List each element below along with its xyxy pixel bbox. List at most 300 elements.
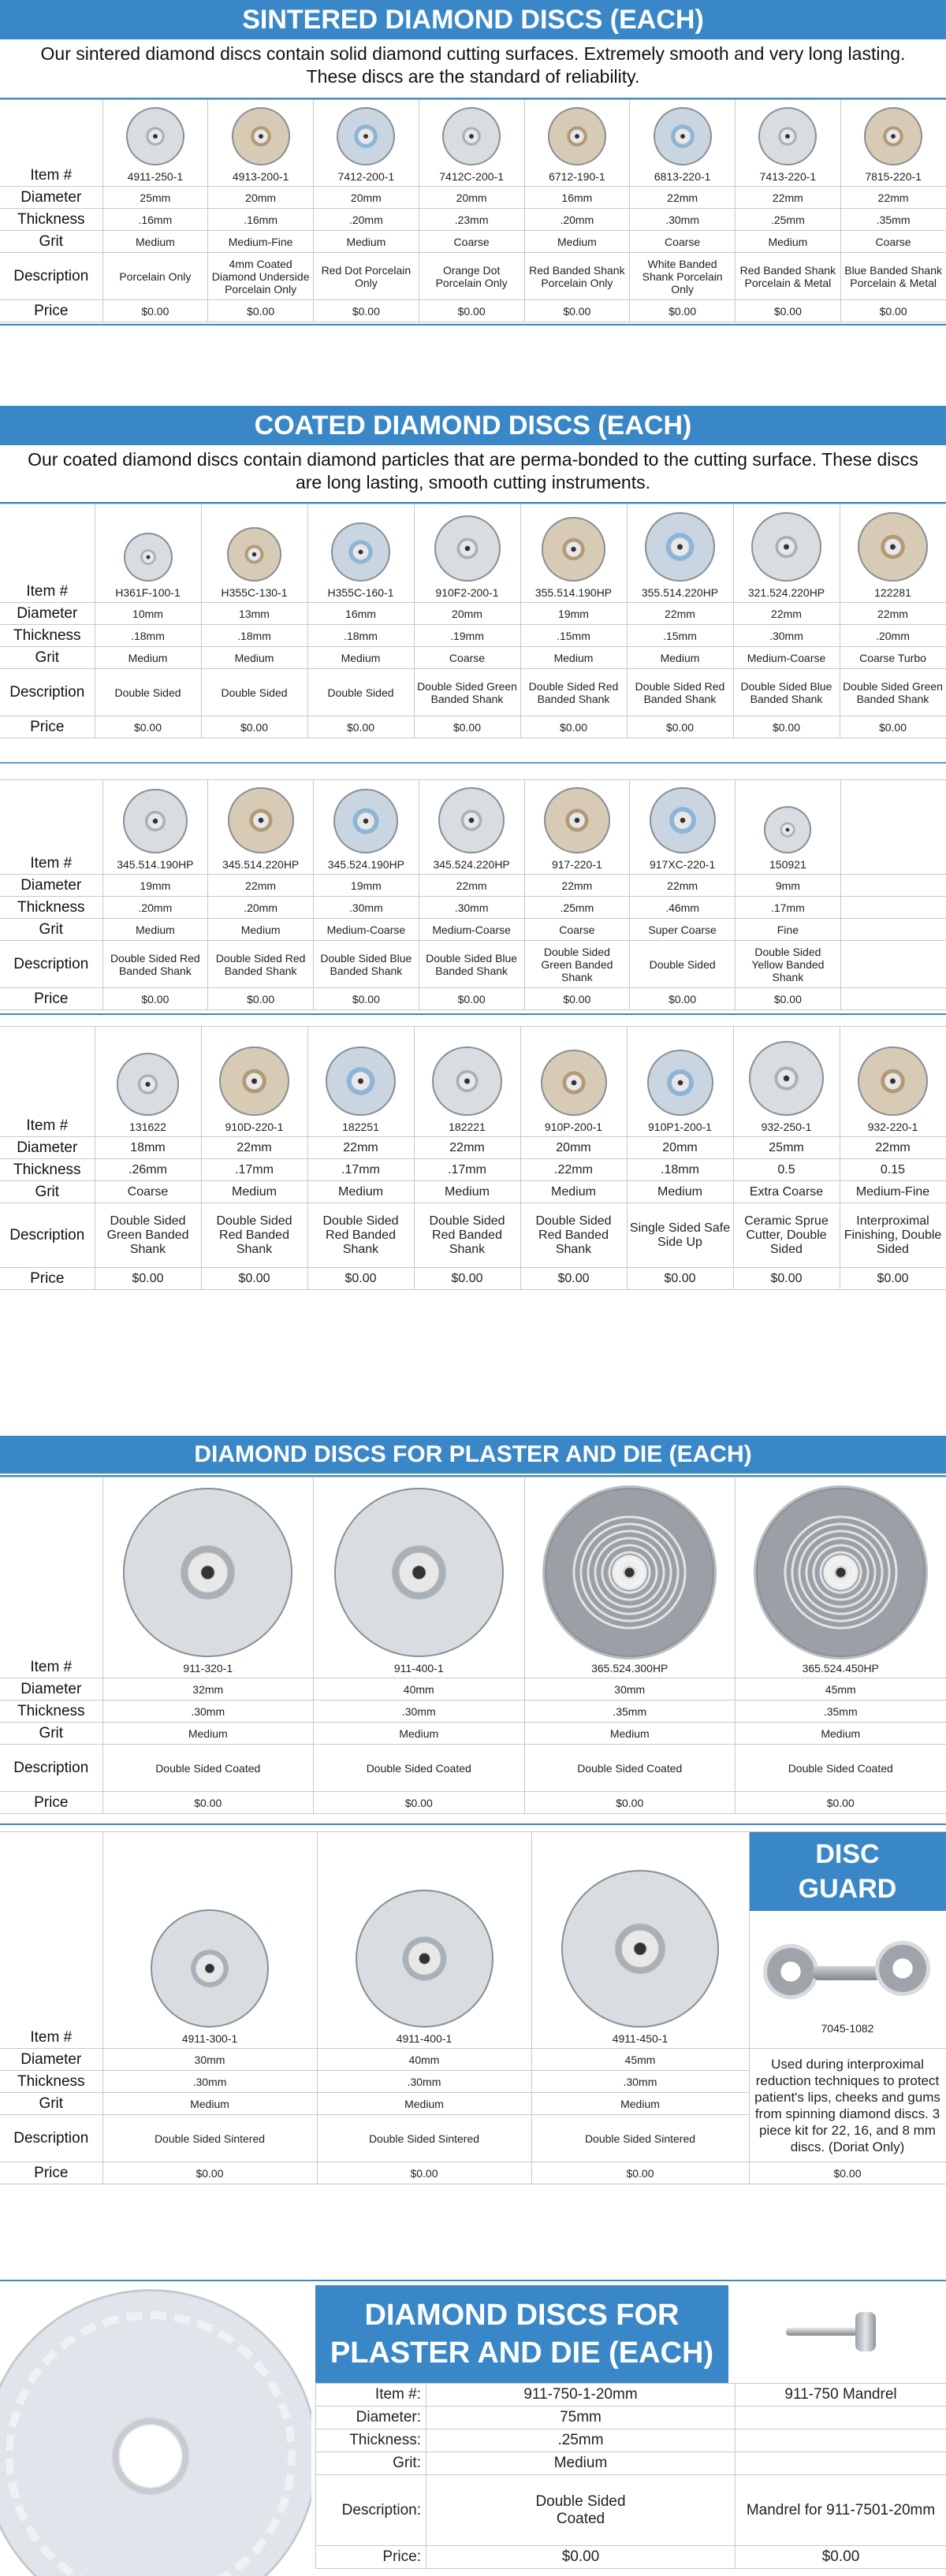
cell-diameter: 19mm	[314, 875, 419, 897]
row-label: Diameter	[0, 1137, 95, 1159]
table-row	[0, 209, 946, 231]
cell-grit: Medium	[627, 1181, 733, 1203]
cell-diameter: 16mm	[307, 603, 414, 625]
disc-icon	[654, 107, 712, 165]
product-cell	[208, 100, 314, 187]
row-label: Item #	[0, 1478, 102, 1678]
row-label: Description	[0, 669, 95, 716]
table-row	[0, 1745, 946, 1792]
cell-price: $0.00	[630, 988, 736, 1010]
cell-grit: Medium	[414, 1181, 520, 1203]
cell-thickness: .30mm	[314, 1701, 525, 1723]
item-number: 917-220-1	[551, 858, 602, 871]
cell-diameter: 20mm	[627, 1137, 733, 1159]
cell-diameter: 75mm	[426, 2407, 736, 2429]
item-number: 182221	[449, 1121, 486, 1133]
disc-icon	[126, 107, 184, 165]
cell-thickness: .30mm	[419, 897, 524, 919]
item-number: 365.524.450HP	[802, 1662, 879, 1675]
cell-diameter: 22mm	[840, 187, 946, 209]
cell-thickness	[840, 897, 946, 919]
item-number: 910D-220-1	[225, 1121, 284, 1133]
disc-icon	[541, 1050, 607, 1116]
table-body	[0, 780, 946, 1010]
cell-grit: Medium	[208, 919, 314, 941]
cell-description: Double Sided Red Banded Shank	[627, 669, 733, 716]
cell-price: $0.00	[426, 2546, 736, 2569]
table-body	[0, 504, 946, 738]
item-number: 131622	[129, 1121, 166, 1133]
cell-price: $0.00	[736, 1792, 946, 1814]
guard-body	[0, 1832, 946, 2184]
product-cell	[524, 780, 630, 875]
cell-description: Double Sided	[307, 669, 414, 716]
product-cell	[208, 780, 314, 875]
cell-grit: Medium	[102, 2093, 317, 2115]
cell-thickness: .30mm	[531, 2071, 749, 2093]
cell-diameter: 20mm	[520, 1137, 627, 1159]
disc-icon	[227, 527, 281, 582]
disc-icon	[645, 512, 714, 582]
cell-diameter: 13mm	[201, 603, 307, 625]
cell-thickness: .30mm	[317, 2071, 531, 2093]
cell-diameter: 45mm	[531, 2049, 749, 2071]
disc-icon	[758, 107, 817, 165]
cell-item: 911-750-1-20mm	[426, 2384, 736, 2407]
item-number: 345.514.220HP	[222, 858, 300, 871]
cell-grit: Medium	[627, 647, 733, 669]
cell-price: $0.00	[414, 716, 520, 738]
plaster-section	[0, 1436, 946, 2184]
item-number: 321.524.220HP	[747, 586, 825, 599]
table-row	[0, 504, 946, 603]
cell-diameter: 20mm	[314, 187, 419, 209]
product-cell	[314, 1478, 525, 1678]
item-number: H355C-160-1	[327, 586, 394, 599]
cell-price: $0.00	[307, 716, 414, 738]
product-cell	[414, 1027, 520, 1137]
cell-price: $0.00	[749, 2162, 946, 2184]
cell-price: $0.00	[520, 1268, 627, 1290]
cell-thickness: .20mm	[314, 209, 419, 231]
table-row	[0, 300, 946, 322]
cell-thickness: .25mm	[426, 2429, 736, 2452]
product-cell	[317, 1832, 531, 2049]
cell-price: $0.00	[102, 1792, 314, 1814]
cell-grit: Medium	[520, 647, 627, 669]
cell-price: $0.00	[314, 988, 419, 1010]
disc-guard-description: Used during interproximal reduction techniques to protect patient's lips, cheeks and gums from spinning diamond discs. 3 piece kit for 22, 16, and 8 mm discs. (Doriat Only)	[749, 2049, 946, 2162]
product-cell	[733, 504, 840, 603]
row-label: Description	[0, 253, 102, 300]
cell-description: Double Sided	[201, 669, 307, 716]
item-number: 7412C-200-1	[439, 170, 504, 183]
row-label: Item #	[0, 100, 102, 187]
product-cell	[736, 780, 841, 875]
table-row	[0, 1701, 946, 1723]
table-row	[0, 1792, 946, 1814]
table-row	[0, 2049, 946, 2071]
row-label: Description	[0, 1745, 102, 1792]
large-disc-image	[0, 2284, 311, 2576]
cell-thickness: .20mm	[208, 897, 314, 919]
item-number: 6813-220-1	[654, 170, 711, 183]
product-cell	[102, 1832, 317, 2049]
cell-diameter: 22mm	[414, 1137, 520, 1159]
table-row	[316, 2546, 946, 2569]
cell-grit: Fine	[736, 919, 841, 941]
cell-grit: Coarse	[630, 231, 736, 253]
row-label: Price	[0, 1268, 95, 1290]
table-row	[0, 941, 946, 988]
cell-thickness: .16mm	[208, 209, 314, 231]
disc-icon	[545, 1488, 714, 1657]
cell-grit: Medium	[95, 647, 201, 669]
item-number: H355C-130-1	[221, 586, 288, 599]
disc-icon	[123, 789, 188, 853]
product-cell	[733, 1027, 840, 1137]
product-cell	[627, 504, 733, 603]
cell-description: Double Sided Coated	[426, 2475, 736, 2546]
row-label: Price	[0, 2162, 102, 2184]
table-row	[0, 716, 946, 738]
cell-price: $0.00	[627, 1268, 733, 1290]
cell-grit: Extra Coarse	[733, 1181, 840, 1203]
cell-thickness: .18mm	[627, 1159, 733, 1181]
cell-diameter: 22mm	[630, 875, 736, 897]
cell-diameter	[840, 875, 946, 897]
cell-price: $0.00	[95, 1268, 201, 1290]
cell-price: $0.00	[520, 716, 627, 738]
product-cell	[840, 504, 946, 603]
disc-guard-cell	[749, 1832, 946, 2049]
row-label: Thickness	[0, 1159, 95, 1181]
table-row	[0, 647, 946, 669]
cell-price: $0.00	[840, 716, 946, 738]
product-cell	[102, 100, 208, 187]
plaster-sintered-table	[0, 1831, 946, 2184]
disc-icon	[228, 787, 294, 853]
coated-section	[0, 406, 946, 1290]
cell-item: 911-750 Mandrel	[736, 2384, 946, 2407]
cell-price: $0.00	[840, 1268, 946, 1290]
disc-icon	[548, 107, 606, 165]
cell-description: Ceramic Sprue Cutter, Double Sided	[733, 1203, 840, 1268]
item-number: 6712-190-1	[549, 170, 605, 183]
cell-description: Orange Dot Porcelain Only	[419, 253, 524, 300]
cell-thickness: .18mm	[95, 625, 201, 647]
item-number: 910P-200-1	[544, 1121, 603, 1133]
cell-price: $0.00	[102, 988, 208, 1010]
cell-description: Red Dot Porcelain Only	[314, 253, 419, 300]
cell-thickness: .25mm	[736, 209, 841, 231]
cell-price: $0.00	[524, 988, 630, 1010]
mandrel-image	[728, 2285, 946, 2383]
table-row	[316, 2429, 946, 2452]
cell-thickness: .30mm	[733, 625, 840, 647]
row-label: Price:	[316, 2546, 426, 2569]
cell-grit: Coarse Turbo	[840, 647, 946, 669]
cell-price: $0.00	[314, 300, 419, 322]
row-label: Price	[0, 300, 102, 322]
product-cell	[524, 1478, 736, 1678]
item-number: 7045-1082	[821, 2022, 874, 2035]
cell-grit: Medium	[201, 647, 307, 669]
cell-price: $0.00	[201, 716, 307, 738]
table-body	[0, 100, 946, 322]
disc-icon	[232, 107, 290, 165]
row-label: Grit	[0, 919, 102, 941]
cell-grit: Medium	[531, 2093, 749, 2115]
cell-description: Double Sided Coated	[524, 1745, 736, 1792]
cell-description: Double Sided Blue Banded Shank	[314, 941, 419, 988]
cell-description: Double Sided Green Banded Shank	[840, 669, 946, 716]
cell-grit: Medium	[736, 1723, 946, 1745]
disc-guard-image	[757, 1935, 938, 2017]
cell-diameter: 20mm	[419, 187, 524, 209]
cell-description: Double Sided Red Banded Shank	[520, 669, 627, 716]
item-number: 4913-200-1	[232, 170, 289, 183]
cell-thickness: .22mm	[520, 1159, 627, 1181]
cell-thickness: .17mm	[307, 1159, 414, 1181]
plaster-title: DIAMOND DISCS FOR PLASTER AND DIE (EACH)	[0, 1436, 946, 1474]
row-label: Price	[0, 716, 95, 738]
row-label: Description:	[316, 2475, 426, 2546]
cell-price: $0.00	[733, 1268, 840, 1290]
sintered-intro: Our sintered diamond discs contain solid diamond cutting surfaces. Extremely smooth and very long lasting. These discs are the standard of reliability.	[40, 43, 906, 87]
row-label: Diameter	[0, 2049, 102, 2071]
cell-grit: Medium-Coarse	[314, 919, 419, 941]
product-cell	[520, 1027, 627, 1137]
cell-thickness: 0.5	[733, 1159, 840, 1181]
table-row	[316, 2475, 946, 2546]
cell-diameter: 20mm	[208, 187, 314, 209]
item-number: 932-220-1	[867, 1121, 918, 1133]
cell-description: Red Banded Shank Porcelain & Metal	[736, 253, 841, 300]
cell-description: Red Banded Shank Porcelain Only	[524, 253, 630, 300]
coated-table-b	[0, 779, 946, 1010]
cell-grit: Medium	[524, 231, 630, 253]
coated-title: COATED DIAMOND DISCS (EACH)	[0, 406, 946, 445]
coated-table-c	[0, 1026, 946, 1290]
table-row	[0, 231, 946, 253]
cell-price: $0.00	[102, 300, 208, 322]
disc-icon	[749, 1041, 824, 1116]
item-number: H361F-100-1	[115, 586, 181, 599]
cell-diameter: 22mm	[419, 875, 524, 897]
cell-grit: Medium-Fine	[840, 1181, 946, 1203]
cell-description: Double Sided Sintered	[531, 2115, 749, 2162]
cell-grit: Medium	[736, 231, 841, 253]
item-number: 355.514.220HP	[641, 586, 719, 599]
item-number: 4911-400-1	[396, 2032, 453, 2045]
disc-icon	[434, 515, 501, 582]
product-cell	[314, 100, 419, 187]
table-row	[0, 988, 946, 1010]
cell-description: Interproximal Finishing, Double Sided	[840, 1203, 946, 1268]
row-label: Thickness:	[316, 2429, 426, 2452]
divider	[0, 2280, 946, 2281]
cell-price: $0.00	[627, 716, 733, 738]
cell-diameter: 22mm	[630, 187, 736, 209]
product-cell	[840, 780, 946, 875]
cell-diameter: 22mm	[524, 875, 630, 897]
cell-grit: Medium	[102, 919, 208, 941]
table-row	[0, 1159, 946, 1181]
cell-price: $0.00	[419, 300, 524, 322]
cell-thickness: .30mm	[102, 2071, 317, 2093]
row-label: Item #	[0, 1027, 95, 1137]
product-cell	[520, 504, 627, 603]
cell-diameter: 22mm	[201, 1137, 307, 1159]
cell-diameter: 40mm	[314, 1678, 525, 1701]
mandrel-icon	[786, 2309, 888, 2355]
disc-icon	[331, 522, 390, 582]
cell-description: Double Sided Sintered	[102, 2115, 317, 2162]
product-cell	[840, 1027, 946, 1137]
table-row	[0, 253, 946, 300]
item-number: 932-250-1	[761, 1121, 812, 1133]
cell-thickness: .15mm	[520, 625, 627, 647]
cell-grit: Medium	[307, 1181, 414, 1203]
disc-icon	[438, 787, 505, 853]
cell-description: Porcelain Only	[102, 253, 208, 300]
item-number: 7815-220-1	[865, 170, 922, 183]
row-label: Item #	[0, 1832, 102, 2049]
item-number: 355.514.190HP	[534, 586, 613, 599]
product-cell	[102, 1478, 314, 1678]
product-cell	[307, 1027, 414, 1137]
disc-icon	[650, 787, 716, 853]
row-label: Description	[0, 1203, 95, 1268]
product-cell	[95, 504, 201, 603]
cell-description: Double Sided Green Banded Shank	[95, 1203, 201, 1268]
cell-grit: Coarse	[840, 231, 946, 253]
cell-diameter: 9mm	[736, 875, 841, 897]
cell-grit: Medium	[307, 647, 414, 669]
cell-grit: Medium	[201, 1181, 307, 1203]
cell-thickness: .19mm	[414, 625, 520, 647]
disc-icon	[333, 789, 398, 853]
disc-icon	[751, 512, 821, 582]
cell-diameter: 25mm	[733, 1137, 840, 1159]
cell-price: $0.00	[419, 988, 524, 1010]
cell-description: Double Sided Red Banded Shank	[201, 1203, 307, 1268]
cell-grit: Medium	[314, 231, 419, 253]
cell-description: Double Sided Red Banded Shank	[208, 941, 314, 988]
disc-icon	[123, 1488, 292, 1657]
cell-description: Double Sided Sintered	[317, 2115, 531, 2162]
plaster-large-table	[315, 2383, 946, 2569]
plaster-table	[0, 1477, 946, 1814]
disc-icon	[117, 1053, 180, 1116]
plaster-large-title: DIAMOND DISCS FOR PLASTER AND DIE (EACH)	[315, 2285, 728, 2383]
cell-grit: Coarse	[95, 1181, 201, 1203]
cell-description: Double Sided Red Banded Shank	[414, 1203, 520, 1268]
cell-description: 4mm Coated Diamond Underside Porcelain Only	[208, 253, 314, 300]
disc-icon	[542, 517, 606, 582]
cell-description: Double Sided Red Banded Shank	[307, 1203, 414, 1268]
disc-icon	[858, 1046, 927, 1116]
product-cell	[95, 1027, 201, 1137]
cell-grit	[840, 919, 946, 941]
table-row	[316, 2452, 946, 2475]
cell-price: $0.00	[208, 988, 314, 1010]
disc-icon	[326, 1046, 395, 1116]
table-row	[316, 2384, 946, 2407]
cell-description: Double Sided Green Banded Shank	[524, 941, 630, 988]
table-row	[0, 1181, 946, 1203]
cell-description: Double Sided Yellow Banded Shank	[736, 941, 841, 988]
item-number: 122281	[874, 586, 911, 599]
disc-icon	[561, 1870, 719, 2028]
cell-diameter: 45mm	[736, 1678, 946, 1701]
cell-grit: Super Coarse	[630, 919, 736, 941]
cell-grit: Coarse	[414, 647, 520, 669]
cell-grit: Medium	[520, 1181, 627, 1203]
sintered-section	[0, 0, 946, 325]
row-label: Item #:	[316, 2384, 426, 2407]
row-label: Grit	[0, 231, 102, 253]
product-cell	[630, 100, 736, 187]
item-number: 911-400-1	[393, 1662, 444, 1675]
cell-thickness: .25mm	[524, 897, 630, 919]
cell-diameter: 25mm	[102, 187, 208, 209]
cell-diameter: 22mm	[627, 603, 733, 625]
cell-grit: Medium	[317, 2093, 531, 2115]
item-number: 4911-300-1	[181, 2032, 238, 2045]
cell-description: Mandrel for 911-7501-20mm	[736, 2475, 946, 2546]
row-label: Item #	[0, 504, 95, 603]
product-cell	[840, 100, 946, 187]
product-cell	[736, 1478, 946, 1678]
cell-price	[840, 988, 946, 1010]
row-label: Diameter	[0, 875, 102, 897]
row-label: Price	[0, 1792, 102, 1814]
table-row	[0, 1678, 946, 1701]
cell-thickness: .17mm	[201, 1159, 307, 1181]
row-label: Diameter	[0, 603, 95, 625]
table-row	[0, 669, 946, 716]
product-cell	[201, 504, 307, 603]
cell-price: $0.00	[736, 300, 841, 322]
cell-thickness: .46mm	[630, 897, 736, 919]
cell-diameter: 22mm	[208, 875, 314, 897]
item-number: 910P1-200-1	[648, 1121, 712, 1133]
cell-thickness: .23mm	[419, 209, 524, 231]
cell-grit: Medium-Coarse	[419, 919, 524, 941]
product-cell	[102, 780, 208, 875]
item-number: 917XC-220-1	[649, 858, 716, 871]
row-label: Price	[0, 988, 102, 1010]
cell-price: $0.00	[317, 2162, 531, 2184]
cell-thickness: .20mm	[524, 209, 630, 231]
cell-price: $0.00	[524, 1792, 736, 1814]
cell-grit: Coarse	[524, 919, 630, 941]
sintered-table	[0, 99, 946, 322]
item-number: 4911-450-1	[612, 2032, 669, 2045]
cell-diameter: 18mm	[95, 1137, 201, 1159]
cell-diameter: 20mm	[414, 603, 520, 625]
cell-diameter: 40mm	[317, 2049, 531, 2071]
item-number: 7413-220-1	[759, 170, 817, 183]
cell-description: Double Sided Red Banded Shank	[102, 941, 208, 988]
cell-price: $0.00	[531, 2162, 749, 2184]
cell-thickness: .35mm	[524, 1701, 736, 1723]
item-number: 7412-200-1	[337, 170, 395, 183]
cell-grit: Medium	[524, 1723, 736, 1745]
divider	[0, 324, 946, 325]
